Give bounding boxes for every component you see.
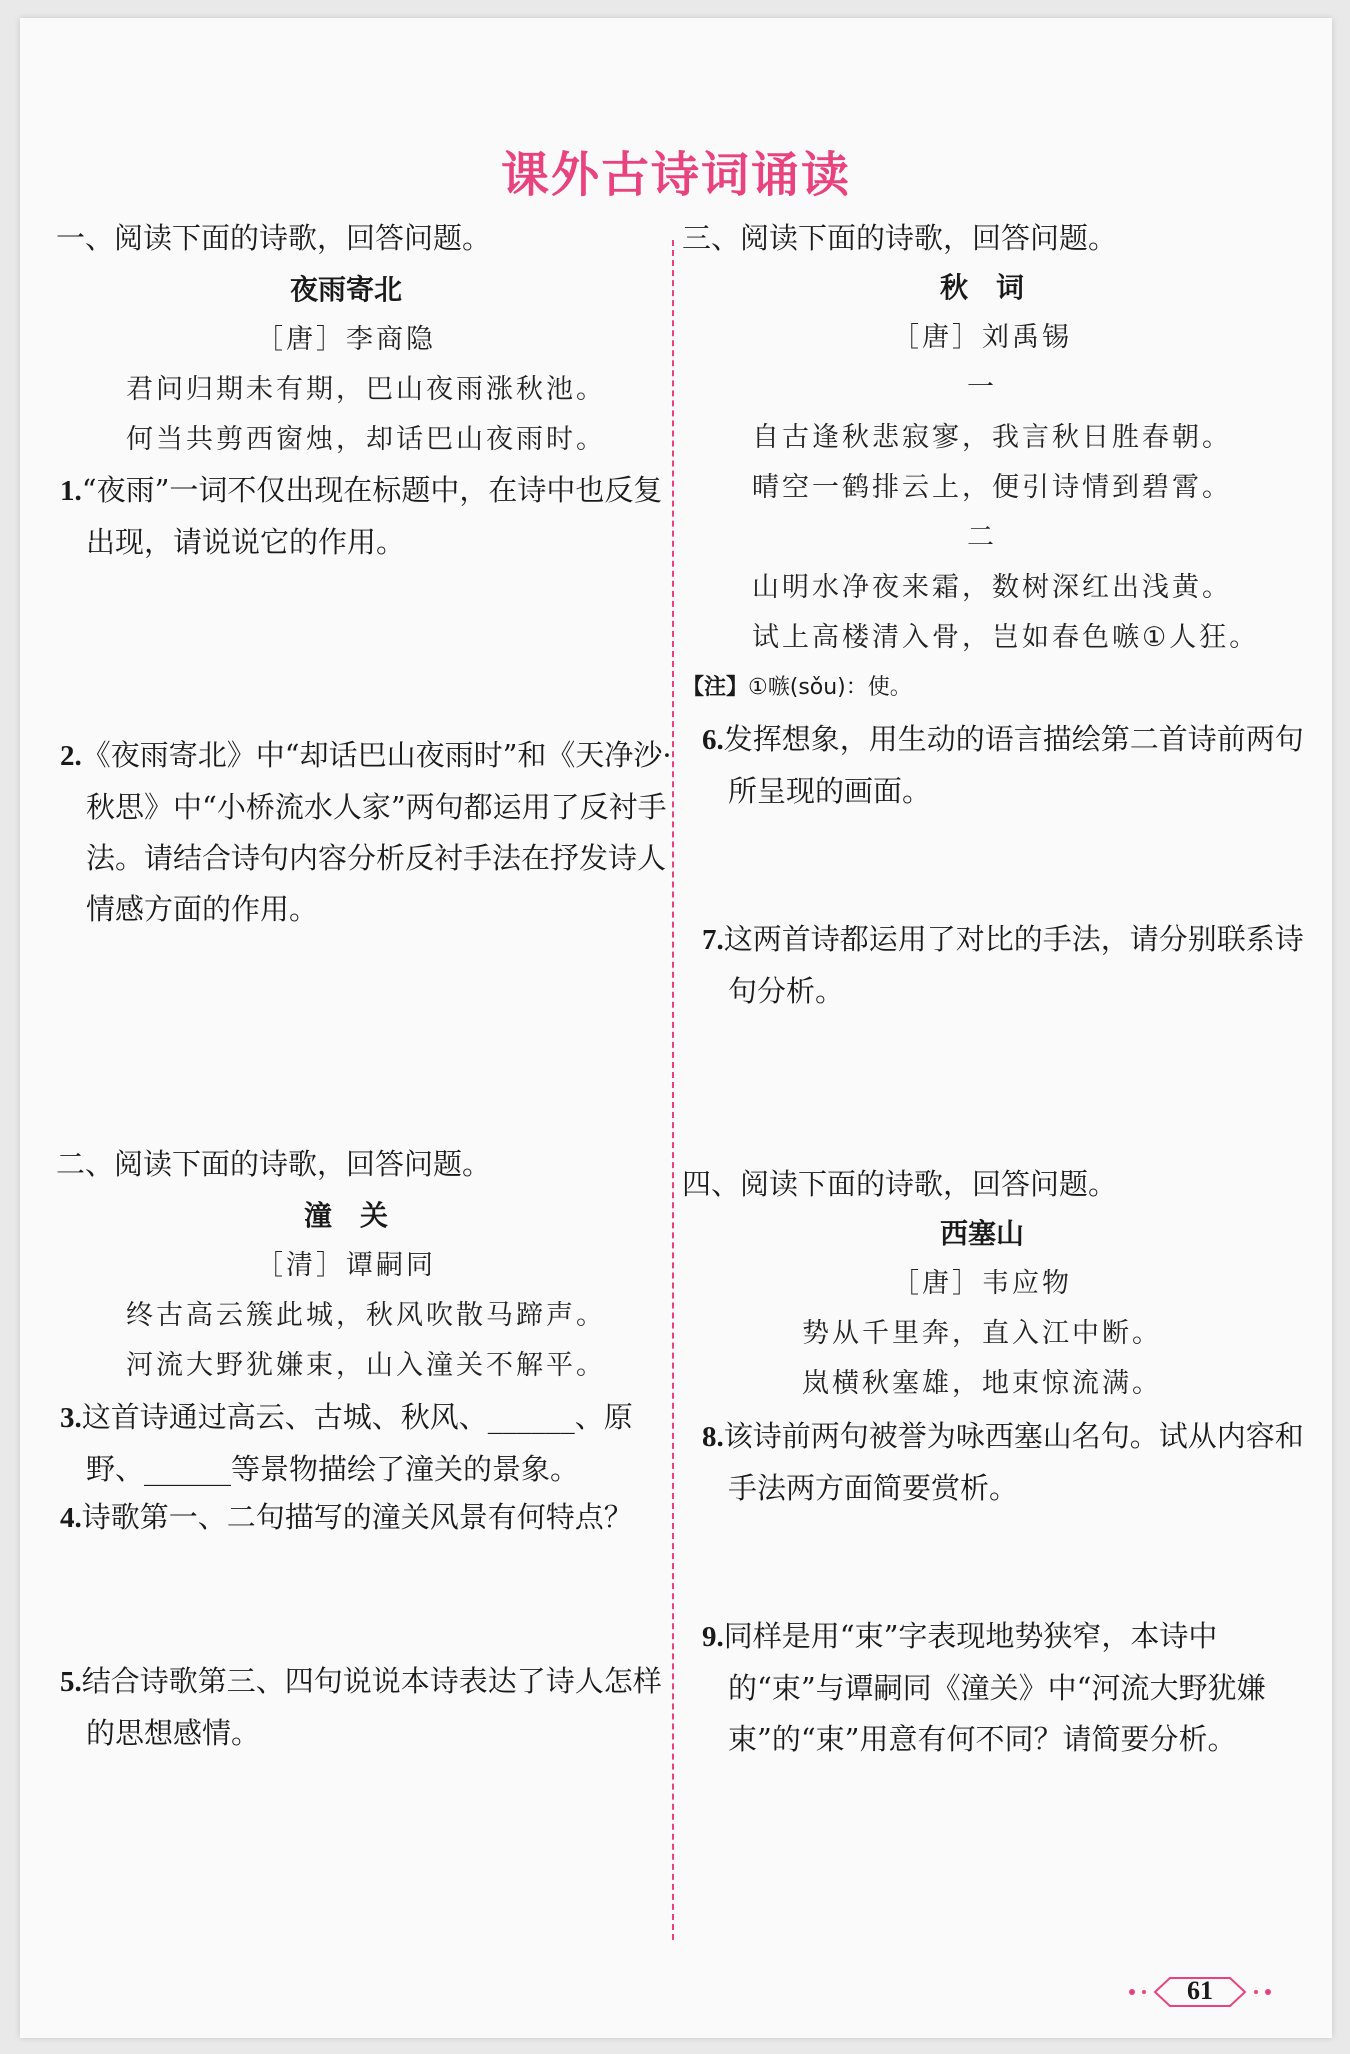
textbook-page bbox=[20, 18, 1332, 2038]
question-4 bbox=[60, 1492, 686, 1544]
poem-author: ［唐］韦应物 bbox=[892, 1268, 1072, 1299]
poem-line: 终古高云簇此城，秋风吹散马蹄声。 bbox=[126, 1300, 606, 1331]
question-5 bbox=[60, 1656, 686, 1759]
poem-line: 河流大野犹嫌束，山入潼关不解平。 bbox=[126, 1350, 606, 1381]
poem-line: 晴空一鹤排云上，便引诗情到碧霄。 bbox=[752, 472, 1232, 503]
question-text: 该诗前两句被誉为咏西塞山名句。试从内容和手法两方面简要赏析。 bbox=[723, 1419, 1304, 1505]
question-3 bbox=[60, 1392, 686, 1495]
question-number: 9. bbox=[702, 1621, 724, 1653]
question-text: 诗歌第一、二句描写的潼关风景有何特点？ bbox=[81, 1500, 633, 1534]
poem-author: ［唐］刘禹锡 bbox=[892, 322, 1072, 353]
footnote-label: 【注】 bbox=[682, 675, 749, 700]
footnote-text: ①嗾(sǒu)：使。 bbox=[748, 675, 912, 700]
question-7 bbox=[702, 914, 1328, 1017]
question-text: 结合诗歌第三、四句说说本诗表达了诗人怎样的思想感情。 bbox=[81, 1664, 662, 1750]
poem-line: 自古逢秋悲寂寥，我言秋日胜春朝。 bbox=[752, 422, 1232, 453]
poem-line: 岚横秋塞雄，地束惊流满。 bbox=[802, 1368, 1162, 1399]
question-text: “夜雨”一词不仅出现在标题中，在诗中也反复出现，请说说它的作用。 bbox=[81, 473, 663, 559]
question-6 bbox=[702, 714, 1328, 817]
question-number: 4. bbox=[60, 1502, 82, 1534]
poem-title-xisaishan: 西塞山 bbox=[939, 1217, 1024, 1250]
question-number: 3. bbox=[60, 1402, 82, 1434]
question-text: 这两首诗都运用了对比的手法，请分别联系诗句分析。 bbox=[723, 922, 1304, 1008]
footnote bbox=[682, 668, 912, 708]
poem-title-tongguan: 潼 关 bbox=[303, 1199, 388, 1232]
poem-line: 势从千里奔，直入江中断。 bbox=[802, 1318, 1162, 1349]
question-number: 7. bbox=[702, 924, 724, 956]
question-number: 5. bbox=[60, 1666, 82, 1698]
question-number: 1. bbox=[60, 475, 82, 507]
poem-line: 何当共剪西窗烛，却话巴山夜雨时。 bbox=[126, 424, 606, 455]
question-text: 同样是用“束”字表现地势狭窄，本诗中的“束”与谭嗣同《潼关》中“河流大野犹嫌束”的“束”用意有何不同？请简要分析。 bbox=[723, 1619, 1266, 1756]
section-3-heading: 三、阅读下面的诗歌，回答问题。 bbox=[682, 221, 1118, 255]
poem-line: 君问归期未有期，巴山夜雨涨秋池。 bbox=[126, 374, 606, 405]
section-1-heading: 一、阅读下面的诗歌，回答问题。 bbox=[56, 221, 492, 255]
page-number: 61 bbox=[1187, 1976, 1213, 2005]
page-title: 课外古诗词诵读 bbox=[500, 147, 851, 203]
question-text: 发挥想象，用生动的语言描绘第二首诗前两句所呈现的画面。 bbox=[723, 722, 1304, 808]
poem-title-yeyujibei: 夜雨寄北 bbox=[289, 273, 402, 306]
question-2 bbox=[60, 730, 686, 935]
question-1 bbox=[60, 465, 686, 568]
question-number: 2. bbox=[60, 740, 82, 772]
poem-author: ［清］谭嗣同 bbox=[256, 1250, 436, 1281]
poem-author: ［唐］李商隐 bbox=[256, 324, 436, 355]
question-number: 8. bbox=[702, 1421, 724, 1453]
question-text: 这首诗通过高云、古城、秋风、______、原野、______等景物描绘了潼关的景象。 bbox=[81, 1400, 633, 1486]
poem-line: 山明水净夜来霜，数树深红出浅黄。 bbox=[752, 572, 1232, 603]
question-9 bbox=[702, 1611, 1328, 1765]
section-4-heading: 四、阅读下面的诗歌，回答问题。 bbox=[682, 1167, 1118, 1201]
section-2-heading: 二、阅读下面的诗歌，回答问题。 bbox=[56, 1147, 492, 1181]
poem-line: 试上高楼清入骨，岂如春色嗾①人狂。 bbox=[752, 622, 1260, 653]
question-number: 6. bbox=[702, 724, 724, 756]
poem-part-number: 一 bbox=[967, 372, 997, 403]
poem-title-qiuci: 秋 词 bbox=[939, 271, 1024, 304]
question-8 bbox=[702, 1411, 1328, 1514]
poem-part-number: 二 bbox=[967, 522, 997, 553]
question-text: 《夜雨寄北》中“却话巴山夜雨时”和《天净沙·秋思》中“小桥流水人家”两句都运用了反衬手法。请结合诗句内容分析反衬手法在抒发诗人情感方面的作用。 bbox=[81, 738, 672, 926]
